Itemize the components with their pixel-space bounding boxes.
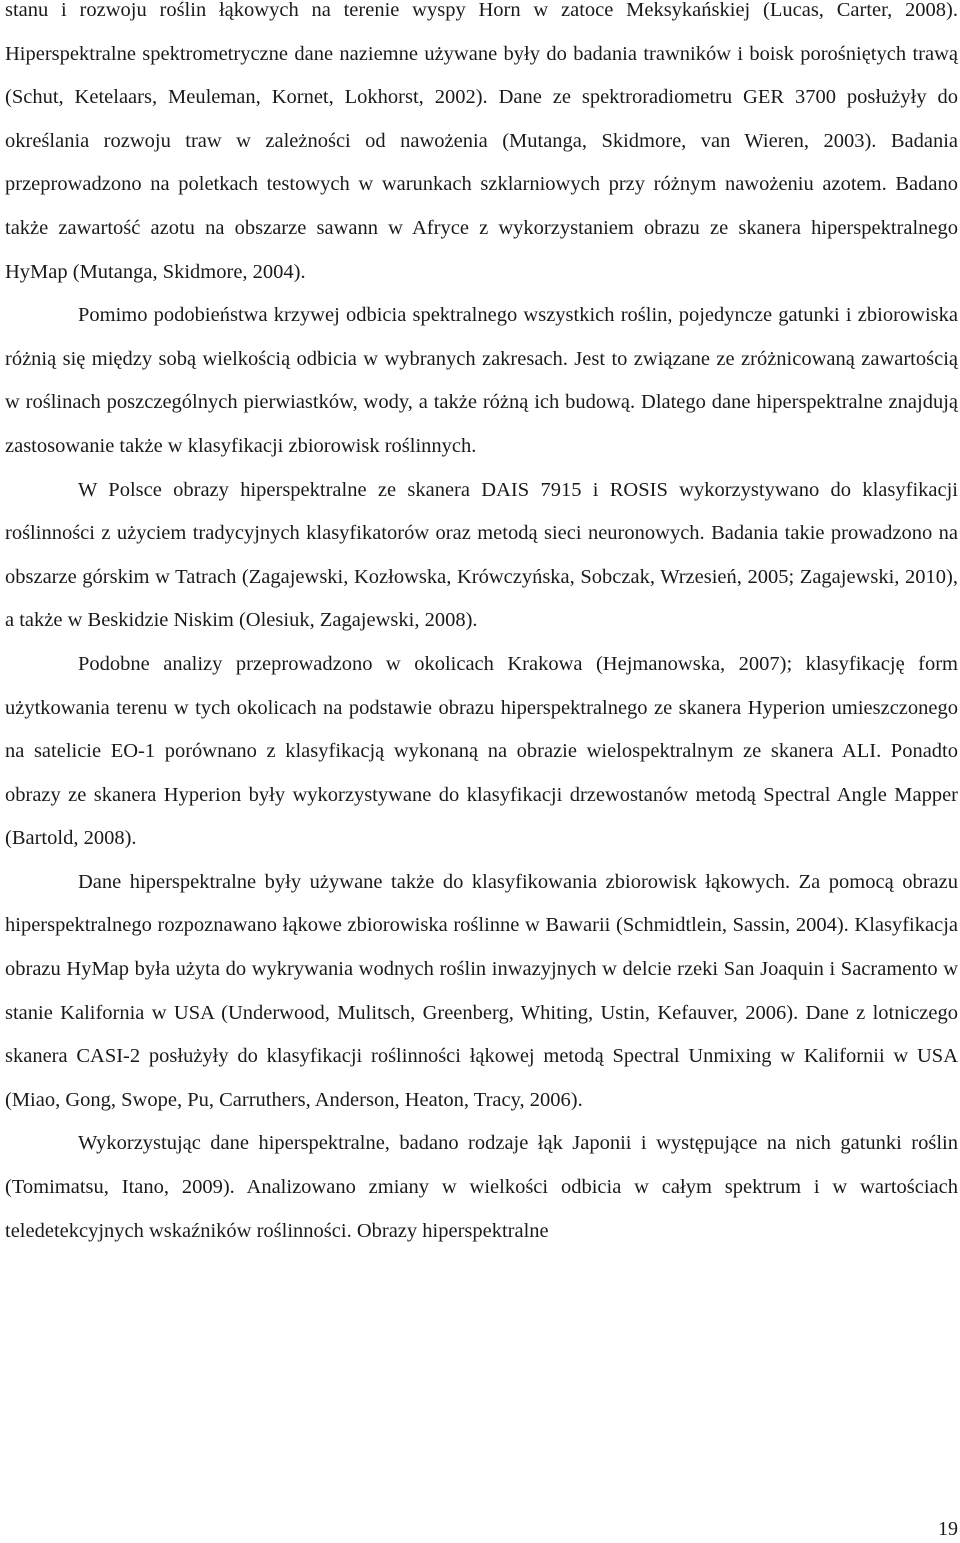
paragraph-continued: stanu i rozwoju roślin łąkowych na terenie wyspy Horn w zatoce Meksykańskiej (Lucas, Carter, 2008). Hiperspektralne spektrometryczne dane naziemne używane były do badania trawników i boisk porośniętych trawą (Schut, Ketelaars, Meuleman, Kornet, Lokhorst, 2002). Dane ze spektroradiometru GER 3700 posłużyły do określania rozwoju traw w zależności od nawożenia (Mutanga, Skidmore, van Wieren, 2003). Badania przeprowadzono na poletkach testowych w warunkach szklarniowych przy różnym nawożeniu azotem. Badano także zawartość azotu na obszarze sawann w Afryce z wykorzystaniem obrazu ze skanera hiperspektralnego HyMap (Mutanga, Skidmore, 2004). xyxy=(5,0,958,283)
document-page xyxy=(5,0,958,1253)
paragraph-reflectance: Pomimo podobieństwa krzywej odbicia spektralnego wszystkich roślin, pojedyncze gatunki i zbiorowiska różnią się między sobą wielkością odbicia w wybranych zakresach. Jest to związane ze zróżnicowaną zawartością w roślinach poszczególnych pierwiastków, wody, a także różną ich budową. Dlatego dane hiperspektralne znajdują zastosowanie także w klasyfikacji zbiorowisk roślinnych. xyxy=(5,304,958,457)
paragraph-meadows: Dane hiperspektralne były używane także do klasyfikowania zbiorowisk łąkowych. Za pomocą obrazu hiperspektralnego rozpoznawano łąkowe zbiorowiska roślinne w Bawarii (Schmidtlein, Sassin, 2004). Klasyfikacja obrazu HyMap była użyta do wykrywania wodnych roślin inwazyjnych w delcie rzeki San Joaquin i Sacramento w stanie Kalifornia w USA (Underwood, Mulitsch, Greenberg, Whiting, Ustin, Kefauver, 2006). Dane z lotniczego skanera CASI-2 posłużyły do klasyfikacji roślinności łąkowej metodą Spectral Unmixing w Kalifornii w USA (Miao, Gong, Swope, Pu, Carruthers, Anderson, Heaton, Tracy, 2006). xyxy=(5,870,958,1111)
page-number: 19 xyxy=(938,1518,958,1540)
paragraph-krakow: Podobne analizy przeprowadzono w okolicach Krakowa (Hejmanowska, 2007); klasyfikację form użytkowania terenu w tych okolicach na podstawie obrazu hiperspektralnego ze skanera Hyperion umieszczonego na satelicie EO-1 porównano z klasyfikacją wykonaną na obrazie wielospektralnym ze skanera ALI. Ponadto obrazy ze skanera Hyperion były wykorzystywane do klasyfikacji drzewostanów metodą Spectral Angle Mapper (Bartold, 2008). xyxy=(5,652,958,850)
paragraph-poland: W Polsce obrazy hiperspektralne ze skanera DAIS 7915 i ROSIS wykorzystywano do klasyfikacji roślinności z użyciem tradycyjnych klasyfikatorów oraz metodą sieci neuronowych. Badania takie prowadzono na obszarze górskim w Tatrach (Zagajewski, Kozłowska, Krówczyńska, Sobczak, Wrzesień, 2005; Zagajewski, 2010), a także w Beskidzie Niskim (Olesiuk, Zagajewski, 2008). xyxy=(5,478,958,632)
paragraph-japan: Wykorzystując dane hiperspektralne, badano rodzaje łąk Japonii i występujące na nich gatunki roślin (Tomimatsu, Itano, 2009). Analizowano zmiany w wielkości odbicia w całym spektrum i w wartościach teledetekcyjnych wskaźników roślinności. Obrazy hiperspektralne xyxy=(5,1132,958,1242)
